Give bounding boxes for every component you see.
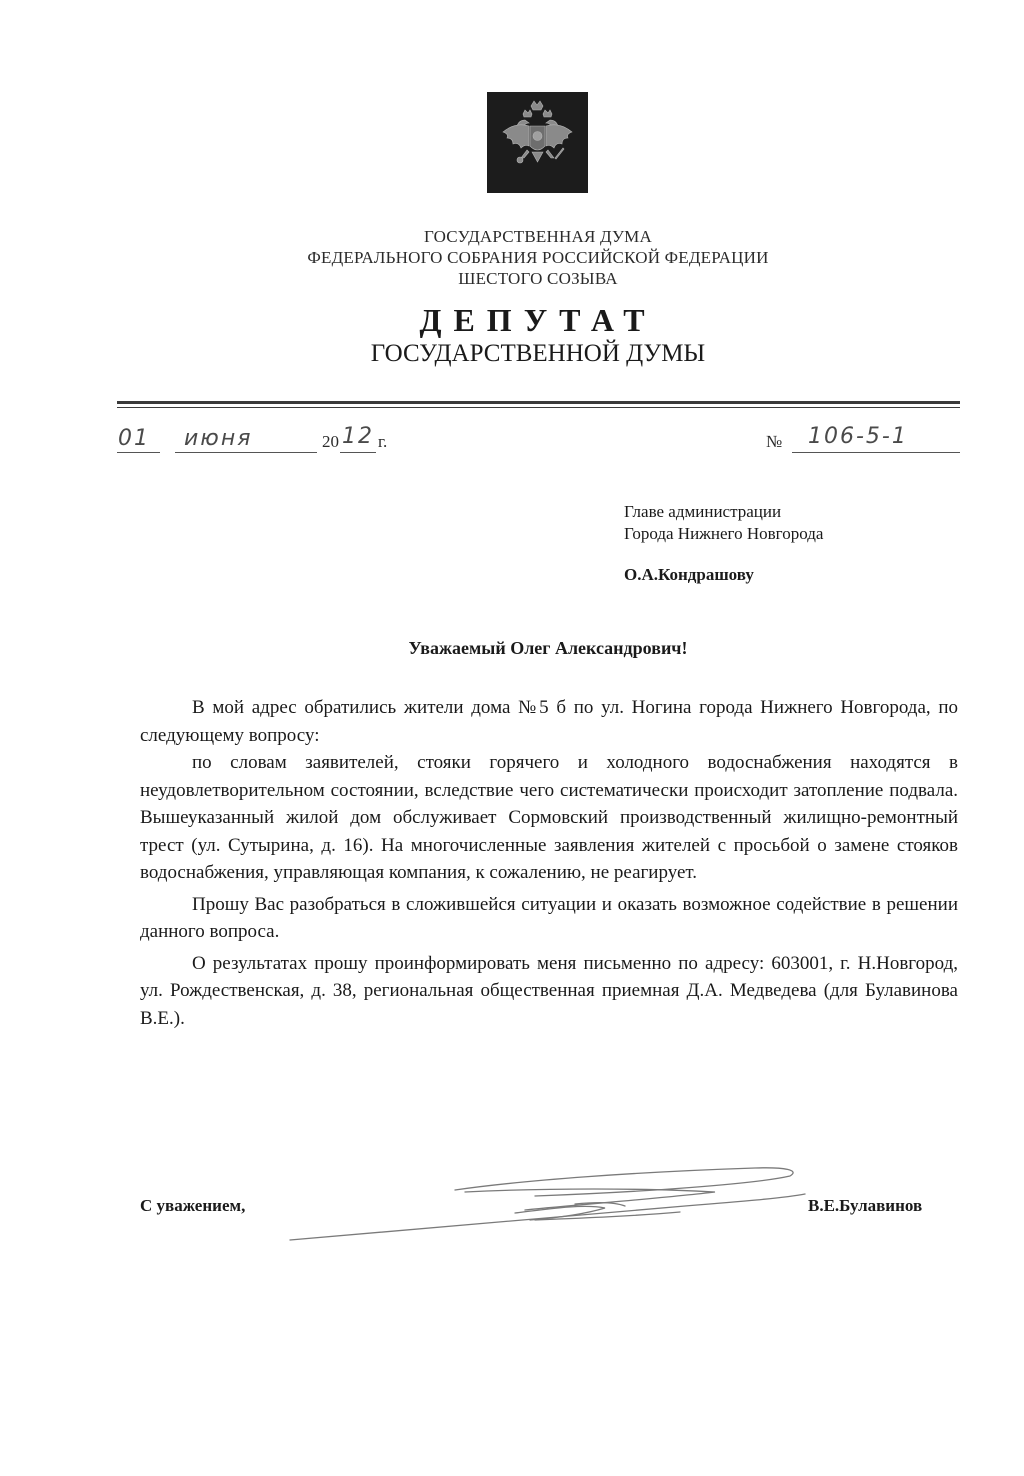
body-paragraph-4: О результатах прошу проинформировать меня письменно по адресу: 603001, г. Н.Новгород, ул. Рождественская, д. 38, региональная общественная приемная Д.А. Медведева (для Булавинова В.Е.). — [140, 952, 958, 1029]
coat-of-arms-emblem — [487, 92, 588, 193]
letter-closing: С уважением, — [140, 1196, 246, 1215]
letter-body — [140, 694, 958, 1032]
date-year-mark: г. — [378, 432, 388, 451]
header-line-2: ФЕДЕРАЛЬНОГО СОБРАНИЯ РОССИЙСКОЙ ФЕДЕРАЦИИ — [307, 248, 769, 267]
double-headed-eagle-icon — [487, 92, 588, 193]
date-year-prefix: 20 — [322, 432, 339, 451]
signature-scribble-icon — [285, 1158, 815, 1248]
date-month-underline — [175, 452, 317, 453]
header-divider-thin — [117, 407, 960, 408]
number-mark: № — [766, 432, 783, 451]
date-year-suffix: 12 — [342, 424, 374, 449]
date-day: 01 — [118, 426, 150, 451]
handwritten-signature — [285, 1158, 815, 1248]
signer-name: В.Е.Булавинов — [808, 1196, 923, 1215]
addressee-line-2: Города Нижнего Новгорода — [624, 524, 824, 543]
document-subtitle: ГОСУДАРСТВЕННОЙ ДУМЫ — [370, 340, 706, 367]
header-line-3: ШЕСТОГО СОЗЫВА — [458, 269, 618, 288]
date-day-underline — [117, 452, 160, 453]
header-line-1: ГОСУДАРСТВЕННАЯ ДУМА — [424, 227, 652, 246]
document-title: ДЕПУТАТ — [419, 302, 657, 338]
header-divider-thick — [117, 401, 960, 404]
body-paragraph-3: Прошу Вас разобраться в сложившейся ситуации и оказать возможное содействие в решении данного вопроса. — [140, 893, 958, 942]
addressee-line-1: Главе администрации — [624, 502, 782, 521]
body-paragraph-2: по словам заявителей, стояки горячего и холодного водоснабжения находятся в неудовлетворительном состоянии, вследствие чего систематически происходит затопление подвала. Вышеуказанный жилой дом обслуживает Сормовский производственный жилищно-ремонтный трест (ул. Сутырина, д. 16). На многочисленные заявления жителей с просьбой о замене стояков водоснабжения, управляющая компания, к сожалению, не реагирует. — [140, 752, 958, 883]
addressee-name: О.А.Кондрашову — [624, 565, 754, 584]
date-month: июня — [184, 426, 253, 451]
date-year-underline — [340, 452, 376, 453]
letter-salutation: Уважаемый Олег Александрович! — [408, 638, 688, 658]
body-paragraph-1: В мой адрес обратились жители дома №5 б по ул. Ногина города Нижнего Новгорода, по следующему вопросу: — [140, 697, 958, 746]
number-underline — [792, 452, 960, 453]
outgoing-number: 106-5-1 — [808, 424, 908, 449]
